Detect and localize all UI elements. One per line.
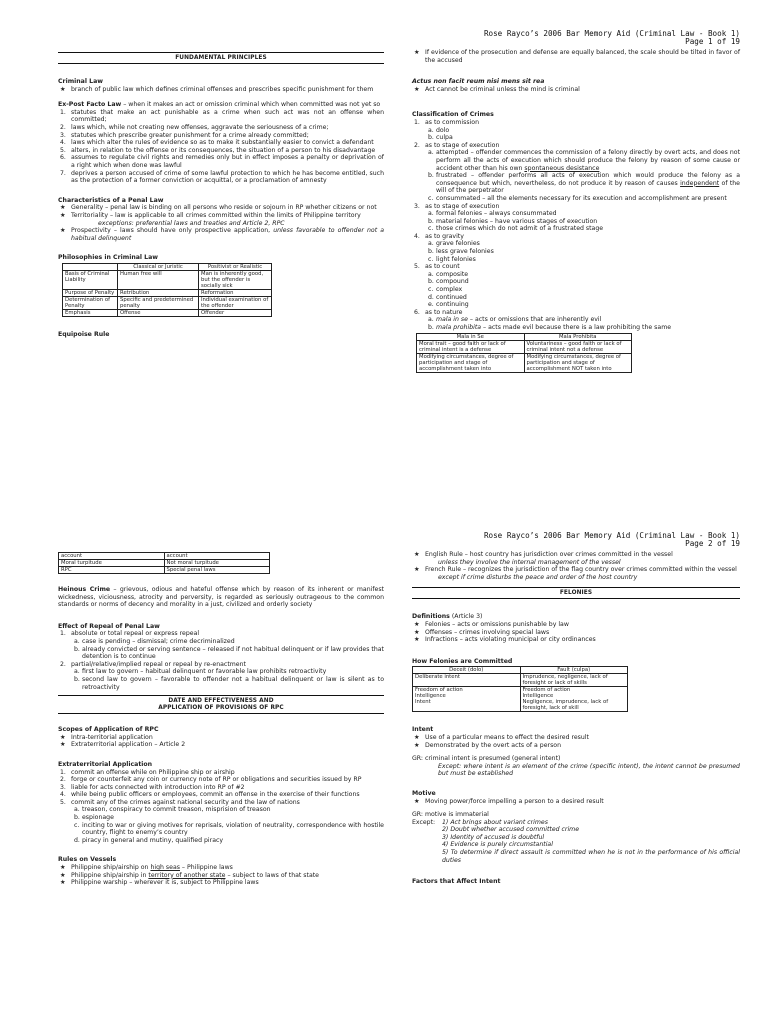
page2-header-title: Rose Rayco’s 2006 Bar Memory Aid (Criminal Law - Book 1) — [483, 531, 740, 540]
section-title-date-effectiveness: DATE AND EFFECTIVENESS AND APPLICATION OF PROVISIONS OF RPC — [58, 695, 384, 714]
list-item: ★ Act cannot be criminal unless the mind is criminal — [414, 85, 580, 93]
list-item: ★ Intra-territorial application — [60, 733, 153, 741]
heading-rules-on-vessels: Rules on Vessels — [58, 856, 117, 864]
star-bullet-icon: ★ — [60, 227, 66, 235]
list-item: 5. alters, in relation to the offense or its consequences, the situation of a person to his disadvantage — [60, 146, 376, 154]
table-row: Deliberate intent Imprudence, negligence, lack of foresight or lack of skills — [413, 674, 628, 687]
star-bullet-icon: ★ — [60, 879, 66, 887]
star-bullet-icon: ★ — [414, 566, 420, 574]
section-title-fundamental: FUNDAMENTAL PRINCIPLES — [58, 52, 384, 64]
list-item: ★ Extraterritorial application – Article 2 — [60, 741, 186, 749]
list-item: 2. laws which, while not creating new offenses, aggravate the seriousness of a crime; — [60, 123, 329, 131]
list-item: b. second law to govern – favorable to offender not a habitual delinquent or law is silent as to retroactivity — [74, 675, 384, 691]
continued-mala-table — [58, 552, 270, 574]
list-item: 1. commit an offense while on Philippine ship or airship — [60, 768, 235, 776]
list-item: 4. while being public officers or employees, commit an offense in the exercise of their functions — [60, 791, 360, 799]
star-bullet-icon: ★ — [414, 797, 420, 805]
star-bullet-icon: ★ — [414, 733, 420, 741]
heading-classification: Classification of Crimes — [412, 111, 494, 119]
english-rule-exception: unless they involve the internal management of the vessel — [438, 558, 621, 566]
list-item: 1. as to commission — [414, 118, 479, 126]
table-row: Moral trait – good faith or lack of criminal intent is a defense Voluntariness – good faith or lack of criminal intent not a defense — [417, 340, 632, 353]
heading-intent: Intent — [412, 726, 434, 734]
list-item: b. less grave felonies — [428, 248, 494, 256]
motive-general-rule: GR: motive is immaterial — [412, 811, 489, 819]
table-row: Freedom of action Intelligence Intent Freedom of action Intelligence Negligence, imprudence, lack of foresight, lack of skill — [413, 687, 628, 712]
list-item: c. those crimes which do not admit of a frustrated stage — [428, 225, 604, 233]
list-item: ★ If evidence of the prosecution and defense are equally balanced, the scale should be tilted in favor of the accused — [414, 49, 740, 64]
list-item: a. attempted – offender commences the commission of a felony directly by overt acts, and does not perform all the acts of execution which should produce the felony by reason of some cause or accident other than his own spontaneous desistance — [428, 149, 740, 172]
page2-right-column — [412, 551, 740, 886]
page2-left-column — [58, 551, 384, 887]
star-bullet-icon: ★ — [414, 85, 420, 93]
star-bullet-icon: ★ — [414, 551, 420, 558]
table-header-row: Deceit (dolo) Fault (culpa) — [413, 667, 628, 674]
list-item: c. light felonies — [428, 255, 476, 263]
star-bullet-icon: ★ — [414, 636, 420, 644]
list-item: 3. statutes which prescribe greater punishment for a crime already committed; — [60, 131, 309, 139]
page1-header-title: Rose Rayco’s 2006 Bar Memory Aid (Criminal Law - Book 1) — [483, 29, 740, 38]
list-item: 2. partial/relative/implied repeal or repeal by re-enactment — [60, 660, 246, 668]
list-item: 3. liable for acts connected with introduction into RP of #2 — [60, 783, 245, 791]
list-item: b. mala prohibita – acts made evil because there is a law prohibiting the same — [428, 324, 672, 331]
list-item: 4. laws which alter the rules of evidence so as to make it substantially easier to convict a defendant — [60, 139, 374, 147]
list-item: ★ Philippine ship/airship in territory of another state – subject to laws of that state — [60, 871, 319, 879]
list-item: ★ Moving power/force impelling a person to a desired result — [414, 797, 604, 805]
list-item: ★ branch of public law which defines criminal offenses and prescribes specific punishment for them — [60, 85, 374, 93]
list-item: 6. assumes to regulate civil rights and remedies only but in effect imposes a penalty or deprivation of a right which when done was lawful — [60, 154, 384, 169]
page1-page-label: Page 1 of 19 — [685, 37, 740, 47]
list-item: 4. as to gravity — [414, 232, 464, 240]
list-item: ★ Demonstrated by the overt acts of a person — [414, 741, 561, 749]
list-item: b. compound — [428, 278, 469, 286]
page1-right-column — [412, 49, 740, 373]
list-item: a. mala in se – acts or omissions that are inherently evil — [428, 316, 602, 324]
list-item: 6. as to nature — [414, 308, 463, 316]
list-item: 3. as to stage of execution — [414, 202, 500, 210]
ex-post-facto-list — [58, 109, 384, 185]
list-item: a. composite — [428, 270, 469, 278]
table-row: Basis of Criminal Liability Human free will Man is inherently good, but the offender is socially sick — [63, 270, 272, 289]
star-bullet-icon: ★ — [60, 741, 66, 749]
list-item: 7. deprives a person accused of crime of some lawful protection to which he has become entitled, such as the protection of a former conviction or acquittal, or a proclamation of amnesty — [60, 169, 384, 185]
list-item: a. treason, conspiracy to commit treason, misprision of treason — [74, 806, 271, 814]
list-item: ★ Use of a particular means to effect the desired result — [414, 733, 589, 741]
motive-exceptions: Except: 1) Act brings about variant crimes 2) Doubt whether accused committed crime 3) Identity of accused is doubtful 4) Evidence is purely circumstantial 5) To determine if direct assault is committed when he is not in the performance of his official duties — [412, 818, 740, 864]
philosophies-table — [62, 263, 272, 317]
list-item: ★ Philippine warship – wherever it is, subject to Philippine laws — [60, 879, 259, 887]
list-item: b. espionage — [74, 814, 114, 822]
list-item: c. complex — [428, 286, 463, 294]
french-rule-exception: except if crime disturbs the peace and order of the host country — [438, 573, 638, 581]
list-item: 2. forge or counterfeit any coin or currency note of RP or obligations and securities issued by RP — [60, 776, 362, 784]
star-bullet-icon: ★ — [414, 620, 420, 628]
territoriality-exceptions: exceptions: preferential laws and treaties and Article 2, RPC — [98, 219, 285, 227]
table-row: Purpose of Penalty Retribution Reformation — [63, 289, 272, 296]
list-item: b. culpa — [428, 134, 453, 142]
list-item: b. frustrated – offender performs all acts of execution which would produce the felony as a consequence but which, nevertheless, do not produce it by reason of causes independent of the will of the perpetrator — [428, 172, 740, 195]
table-row: account account — [59, 553, 270, 560]
heading-characteristics: Characteristics of a Penal Law — [58, 196, 164, 204]
heading-criminal-law: Criminal Law — [58, 78, 103, 85]
intent-general-rule: GR: criminal intent is presumed (general intent) — [412, 755, 561, 763]
intent-exception: Except: where intent is an element of the crime (specific intent), the intent cannot be presumed but must be established — [438, 762, 740, 778]
table-row: RPC Special penal laws — [59, 567, 270, 574]
table-row: Moral turpitude Not moral turpitude — [59, 560, 270, 567]
list-item: a. dolo — [428, 126, 450, 134]
star-bullet-icon: ★ — [60, 204, 66, 212]
ex-post-facto-definition: Ex-Post Facto Law – when it makes an act or omission criminal which when committed was not yet so — [58, 101, 381, 109]
list-item: ★ Felonies – acts or omissions punishable by law — [414, 620, 569, 628]
list-item: a. formal felonies – always consummated — [428, 210, 557, 218]
table-header-row: Mala in Se Mala Prohibita — [417, 333, 632, 340]
list-item: b. material felonies – have various stages of execution — [428, 217, 598, 225]
page1-left-column — [58, 52, 384, 338]
list-item: a. grave felonies — [428, 240, 480, 248]
page2-page-label: Page 2 of 19 — [685, 539, 740, 549]
star-bullet-icon: ★ — [60, 211, 66, 219]
list-item: ★ Generality – penal law is binding on all persons who reside or sojourn in RP whether citizens or not — [60, 204, 377, 212]
section-title-felonies: FELONIES — [412, 587, 740, 599]
list-item: 1. statutes that make an act punishable as a crime when such act was not an offense when committed; — [60, 108, 384, 124]
list-item: b. already convicted or serving sentence – released if not habitual delinquent or if law provides that detention is to continue — [74, 645, 384, 661]
list-item: ★ Philippine ship/airship on high seas – Philippine laws — [60, 864, 233, 872]
heading-actus: Actus non facit reum nisi mens sit rea — [412, 78, 545, 86]
list-item: d. continued — [428, 293, 467, 301]
heading-scopes: Scopes of Application of RPC — [58, 726, 159, 734]
table-row: Emphasis Offense Offender — [63, 309, 272, 316]
list-item: c. inciting to war or giving motives for reprisals, violation of neutrality, correspondence with hostile country, flight to enemy’s country — [74, 821, 384, 837]
list-item: ★ French Rule – recognizes the jurisdiction of the flag country over crimes committed within the vessel — [414, 566, 737, 574]
heading-factors-intent: Factors that Affect Intent — [412, 878, 501, 886]
list-item: 5. commit any of the crimes against national security and the law of nations — [60, 798, 300, 806]
heading-motive: Motive — [412, 789, 436, 797]
list-item: e. continuing — [428, 301, 469, 309]
list-item: c. consummated – all the elements necessary for its execution and accomplishment are present — [428, 194, 727, 202]
list-item: ★ Prospectivity – laws should have only prospective application, unless favorable to offender not a habitual delinquent — [60, 227, 384, 242]
list-item: a. case is pending – dismissal; crime decriminalized — [74, 637, 235, 645]
heading-equipoise-rule: Equipoise Rule — [58, 330, 110, 338]
page2-header — [484, 532, 740, 549]
list-item: ★ English Rule – host country has jurisdiction over crimes committed in the vessel — [414, 551, 673, 558]
star-bullet-icon: ★ — [60, 864, 66, 872]
page1-header — [484, 30, 740, 47]
how-felonies-table — [412, 666, 628, 712]
heading-philosophies: Philosophies in Criminal Law — [58, 254, 159, 262]
mala-in-se-table — [416, 333, 632, 373]
star-bullet-icon: ★ — [60, 733, 66, 741]
heading-extraterritorial: Extraterritorial Application — [58, 760, 153, 768]
table-row: Determination of Penalty Specific and predetermined penalty Individual examination of the offender — [63, 296, 272, 309]
star-bullet-icon: ★ — [414, 49, 420, 56]
star-bullet-icon: ★ — [60, 871, 66, 879]
list-item: ★ Infractions – acts violating municipal or city ordinances — [414, 636, 596, 644]
list-item: a. first law to govern – habitual delinquent or favorable law prohibits retroactivity — [74, 668, 327, 676]
table-row: Modifying circumstances, degree of participation and stage of accomplishment taken into Modifying circumstances, degree of participation and stage of accomplishment NOT taken into — [417, 353, 632, 372]
heading-definitions: Definitions (Article 3) — [412, 613, 483, 621]
list-item: d. piracy in general and mutiny, qualified piracy — [74, 836, 224, 844]
list-item: 1. absolute or total repeal or express repeal — [60, 630, 200, 638]
heading-how-committed: How Felonies are Committed — [412, 657, 513, 665]
heading-effect-of-repeal: Effect of Repeal of Penal Law — [58, 622, 160, 630]
star-bullet-icon: ★ — [60, 85, 66, 93]
heinous-crime-definition: Heinous Crime – grievous, odious and hateful offense which by reason of its inherent or manifest wickedness, viciousness, atrocity and perversity, is regarded as seriously outrageous to the common standards or norms of decency and morality in a just, civilized and orderly society — [58, 586, 384, 609]
table-header-row: Classical or Juristic Positivist or Realistic — [63, 263, 272, 270]
list-item: 5. as to count — [414, 263, 460, 271]
list-item: 2. as to stage of execution — [414, 141, 500, 149]
list-item: ★ Offenses – crimes involving special laws — [414, 628, 550, 636]
star-bullet-icon: ★ — [414, 628, 420, 636]
list-item: ★ Territoriality – law is applicable to all crimes committed within the limits of Philippine territory — [60, 211, 361, 219]
star-bullet-icon: ★ — [414, 741, 420, 749]
